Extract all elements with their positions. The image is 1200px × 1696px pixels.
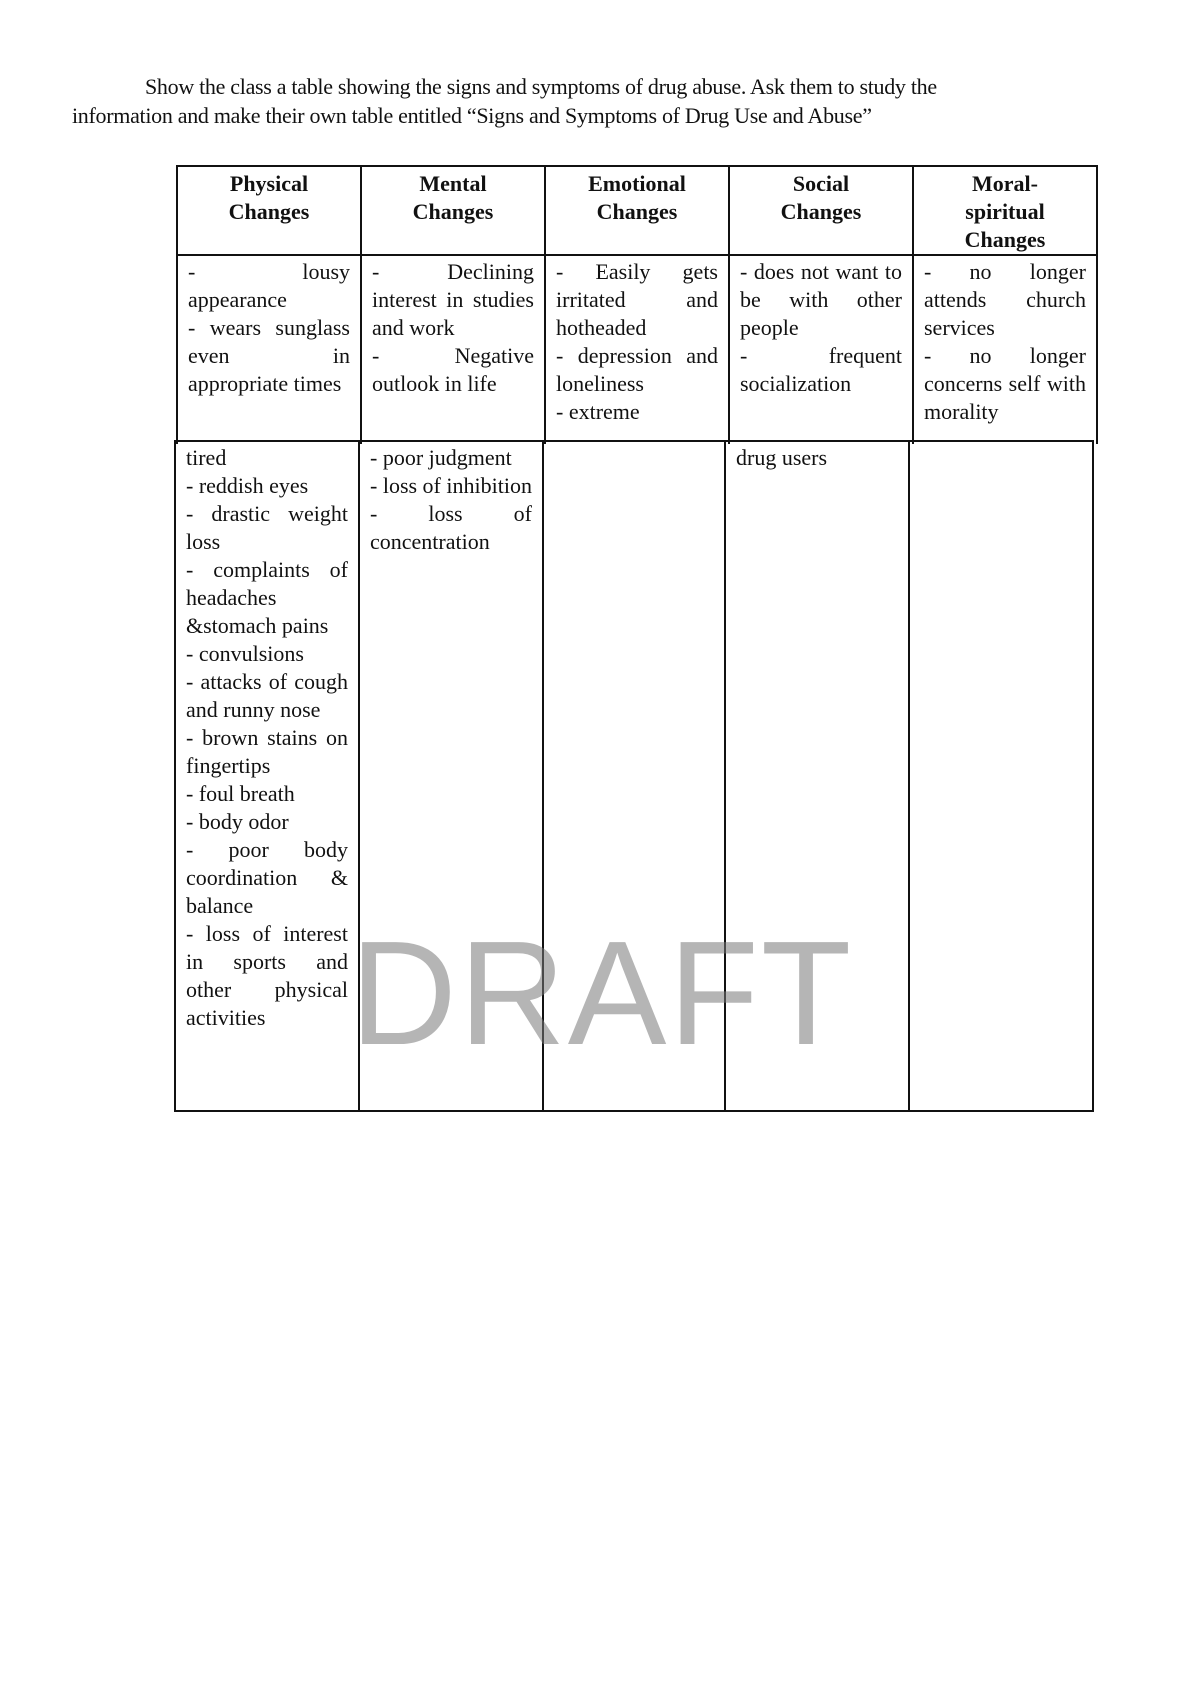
list-item: - drastic weight loss <box>186 501 348 554</box>
cell-mental-top <box>361 255 545 444</box>
list-item: - body odor <box>186 809 289 834</box>
list-item: - complaints of headaches &stomach pains <box>186 557 348 638</box>
header-mental: Mental Changes <box>361 166 545 255</box>
header-emotional: Emotional Changes <box>545 166 729 255</box>
header-moral-spiritual: Moral- spiritual Changes <box>913 166 1097 255</box>
header-social: Social Changes <box>729 166 913 255</box>
cell-physical-top <box>177 255 361 444</box>
list-item: drug users <box>736 445 828 470</box>
list-item: - loss of interest in sports and other physical activities <box>186 921 348 1030</box>
header-physical: Physical Changes <box>177 166 361 255</box>
list-item: - attacks of cough and runny nose <box>186 669 348 722</box>
cell-emotional-bottom <box>543 441 725 1111</box>
draft-watermark: DRAFT <box>350 911 854 1076</box>
list-item: - does not want to be with other people <box>740 259 902 340</box>
header-row <box>177 166 1097 255</box>
list-item: tired <box>186 445 227 470</box>
changes-table-top <box>176 165 1098 444</box>
table-row <box>177 255 1097 444</box>
list-item: - loss of concentration <box>370 501 532 554</box>
list-item: - no longer attends church services <box>924 259 1086 340</box>
list-item: - brown stains on fingertips <box>186 725 348 778</box>
list-item: - Negative outlook in life <box>372 343 534 396</box>
cell-physical-bottom <box>175 441 359 1111</box>
table-row <box>175 441 1093 1111</box>
cell-moral-top <box>913 255 1097 444</box>
cell-mental-bottom <box>359 441 543 1111</box>
list-item: - poor body coordination & balance <box>186 837 348 918</box>
cell-social-top <box>729 255 913 444</box>
changes-table-bottom <box>174 440 1094 1112</box>
list-item: - extreme <box>556 399 640 424</box>
list-item: - convulsions <box>186 641 304 666</box>
list-item: - no longer concerns self with morality <box>924 343 1086 424</box>
intro-line-1: Show the class a table showing the signs and symptoms of drug abuse. Ask them to study the <box>145 74 937 99</box>
cell-social-bottom <box>725 441 909 1111</box>
list-item: - reddish eyes <box>186 473 309 498</box>
intro-line-2: information and make their own table entitled “Signs and Symptoms of Drug Use and Abuse” <box>72 103 872 128</box>
list-item: - Declining interest in studies and work <box>372 259 534 340</box>
intro-paragraph <box>72 72 1072 130</box>
cell-moral-bottom <box>909 441 1093 1111</box>
list-item: - frequent socialization <box>740 343 902 396</box>
list-item: - poor judgment <box>370 445 512 470</box>
list-item: - wears sunglass even in appropriate times <box>188 315 350 396</box>
list-item: - depression and loneliness <box>556 343 718 396</box>
list-item: - Easily gets irritated and hotheaded <box>556 259 718 340</box>
cell-emotional-top <box>545 255 729 444</box>
list-item: - lousy appearance <box>188 259 350 312</box>
list-item: - loss of inhibition <box>370 473 532 498</box>
list-item: - foul breath <box>186 781 295 806</box>
